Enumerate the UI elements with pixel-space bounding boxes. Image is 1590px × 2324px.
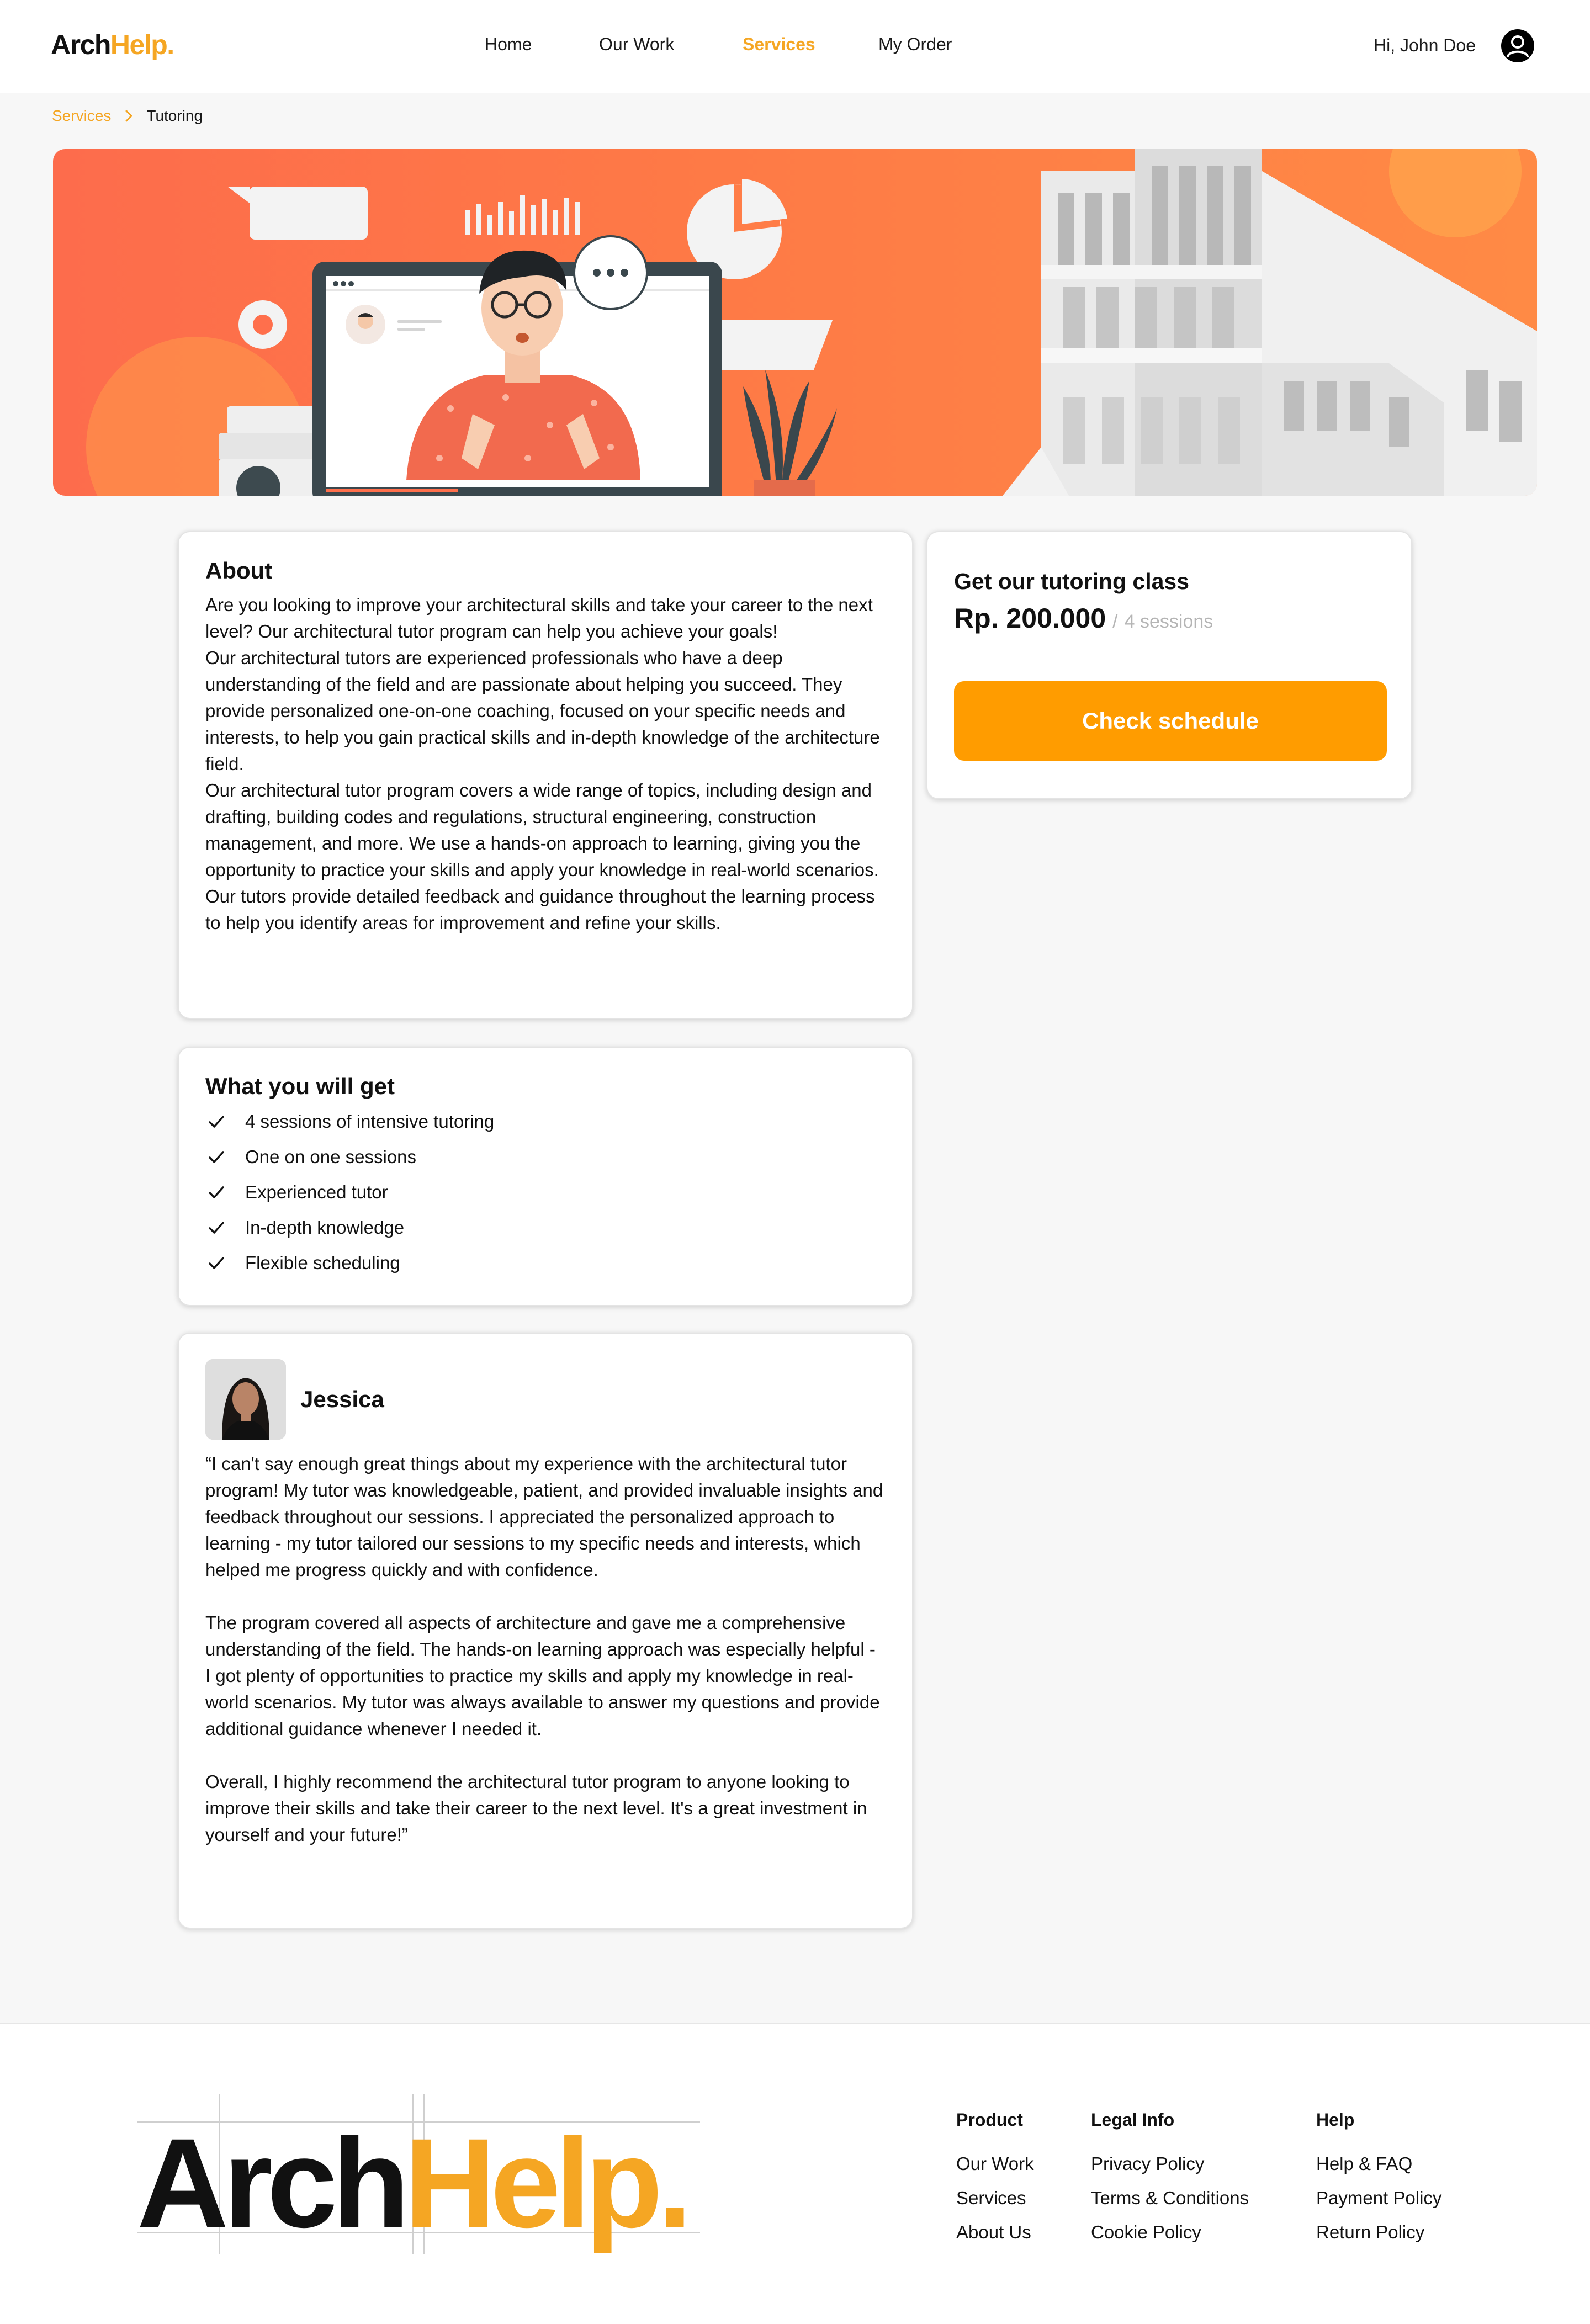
about-paragraph: Are you looking to improve your architectural skills and take your career to the next level? Our architectural tutor program can help you achieve your goals! xyxy=(205,595,873,641)
check-icon xyxy=(205,1146,227,1168)
chevron-right-icon xyxy=(119,108,139,124)
check-icon xyxy=(205,1181,227,1203)
check-icon xyxy=(205,1217,227,1239)
about-paragraph: Our architectural tutor program covers a wide range of topics, including design and drafting, building codes and regulations, structural engineering, construction management, and more. We use a hands-on approach to learning, giving you the opportunity to practice your skills and apply your knowledge in real-world scenarios. Our tutors provide detailed feedback and guidance throughout the learning process to help you identify areas for improvement and refine your skills. xyxy=(205,780,879,933)
benefit-item xyxy=(205,1245,886,1281)
user-greeting[interactable]: Hi, John Doe xyxy=(1374,35,1476,55)
about-card xyxy=(178,531,913,1019)
benefit-item xyxy=(205,1104,886,1139)
hero-banner xyxy=(53,149,1537,496)
testimonial-paragraph: The program covered all aspects of architecture and gave me a comprehensive understanding of the field. The hands-on learning approach was especially helpful - I got plenty of opportunities to practice my skills and apply my knowledge in real-world scenarios. My tutor was always available to answer my questions and provide additional guidance whenever I needed it. xyxy=(205,1612,880,1739)
benefit-label: Experienced tutor xyxy=(245,1182,388,1202)
about-paragraph: Our architectural tutors are experienced professionals who have a deep understanding of the field and are passionate about helping you succeed. They provide personalized one-on-one coaching, focused on your specific needs and interests, to help you gain practical skills and in-depth knowledge of the architecture field. xyxy=(205,648,880,774)
pricing-title: Get our tutoring class xyxy=(954,569,1189,594)
price-amount: Rp. 200.000 xyxy=(954,603,1106,634)
footer-link-terms[interactable]: Terms & Conditions xyxy=(1091,2188,1249,2208)
benefit-label: Flexible scheduling xyxy=(245,1253,400,1273)
brand-name-accent: Help. xyxy=(110,29,174,60)
main-nav xyxy=(0,34,1590,62)
benefit-label: 4 sessions of intensive tutoring xyxy=(245,1111,495,1132)
footer-brand-logo[interactable] xyxy=(137,2094,700,2254)
nav-link-my-order[interactable]: My Order xyxy=(878,34,952,54)
footer-column-title: Help xyxy=(1316,2110,1355,2130)
benefit-item xyxy=(205,1175,886,1210)
about-title: About xyxy=(205,558,273,583)
price-sessions: 4 sessions xyxy=(1124,611,1213,632)
check-schedule-button[interactable]: Check schedule xyxy=(954,681,1387,761)
reviewer-avatar xyxy=(205,1359,286,1440)
benefit-item xyxy=(205,1210,886,1245)
footer-link-return-policy[interactable]: Return Policy xyxy=(1316,2222,1425,2242)
breadcrumb-services[interactable]: Services xyxy=(52,107,112,124)
brand-name-dark: Arch xyxy=(51,29,110,60)
price-separator: / xyxy=(1112,611,1118,632)
check-icon xyxy=(205,1111,227,1133)
footer-link-about-us[interactable]: About Us xyxy=(956,2222,1031,2242)
testimonial-paragraph: Overall, I highly recommend the architectural tutor program to anyone looking to improve their skills and take their career to the next level. It's a great investment in yourself and your future!” xyxy=(205,1771,867,1845)
footer-column-product xyxy=(956,2110,1034,2249)
footer-column-help xyxy=(1316,2110,1441,2249)
benefits-card xyxy=(178,1047,913,1306)
price-row xyxy=(954,602,1385,634)
breadcrumb xyxy=(52,105,203,127)
footer-link-services[interactable]: Services xyxy=(956,2188,1026,2208)
pricing-card xyxy=(926,531,1412,799)
footer-link-privacy-policy[interactable]: Privacy Policy xyxy=(1091,2153,1205,2174)
footer-column-title: Product xyxy=(956,2110,1023,2130)
nav-link-home[interactable]: Home xyxy=(485,34,532,54)
breadcrumb-current: Tutoring xyxy=(146,107,203,124)
hero-illustration xyxy=(53,149,1537,496)
benefit-label: In-depth knowledge xyxy=(245,1217,405,1238)
footer xyxy=(0,2023,1590,2324)
benefits-list xyxy=(205,1104,886,1281)
footer-column-legal xyxy=(1091,2110,1249,2249)
benefits-title: What you will get xyxy=(205,1073,395,1099)
benefit-label: One on one sessions xyxy=(245,1147,417,1167)
reviewer-name: Jessica xyxy=(300,1386,384,1412)
user-circle-icon[interactable] xyxy=(1501,29,1535,63)
svg-text:ArchHelp.: ArchHelp. xyxy=(137,2112,687,2254)
testimonial-paragraph: “I can't say enough great things about my experience with the architectural tutor program! My tutor was knowledgeable, patient, and provided invaluable insights and feedback throughout our sessions. I appreciated the personalized approach to learning - my tutor tailored our sessions to my specific needs and interests, which helped me progress quickly and with confidence. xyxy=(205,1453,883,1580)
testimonial-card xyxy=(178,1333,913,1929)
footer-link-payment-policy[interactable]: Payment Policy xyxy=(1316,2188,1442,2208)
footer-link-our-work[interactable]: Our Work xyxy=(956,2153,1034,2174)
navbar xyxy=(0,0,1590,93)
benefit-item xyxy=(205,1139,886,1175)
footer-link-help-faq[interactable]: Help & FAQ xyxy=(1316,2153,1413,2174)
nav-link-services[interactable]: Services xyxy=(743,34,815,54)
footer-column-title: Legal Info xyxy=(1091,2110,1175,2130)
check-icon xyxy=(205,1252,227,1274)
reviewer xyxy=(205,1359,886,1440)
nav-link-our-work[interactable]: Our Work xyxy=(599,34,675,54)
footer-link-cookie-policy[interactable]: Cookie Policy xyxy=(1091,2222,1201,2242)
